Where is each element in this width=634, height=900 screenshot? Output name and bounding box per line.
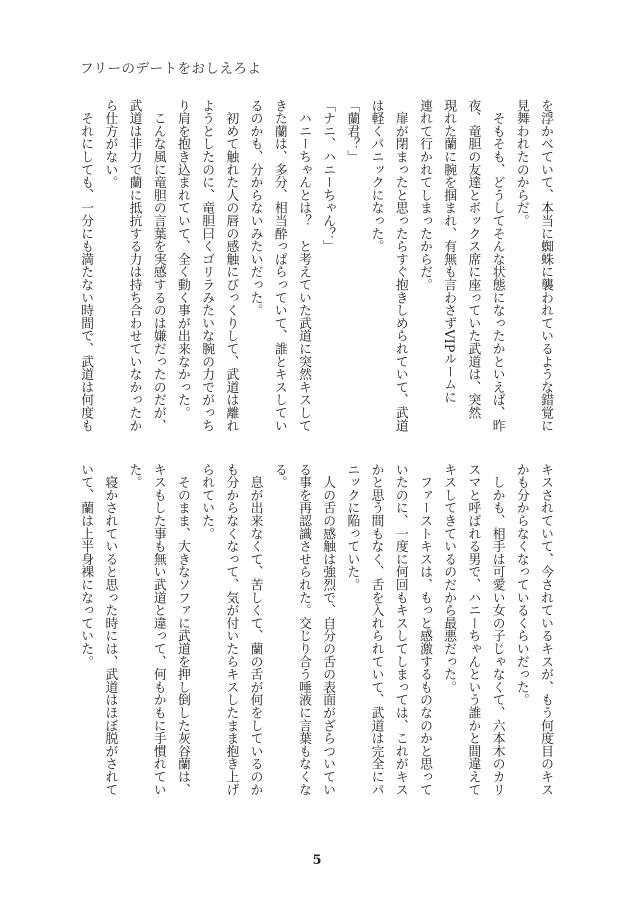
text-line: いたのに、一度に何回もキスしてしまっては、これがキス [392,463,408,796]
text-line: 寝かされていると思った時には、武道はほぼ脱がされて [102,463,118,796]
text-line: ニックに陥っていた。 [344,463,360,591]
text-line: そのまま、大きなソファに武道を押し倒した灰谷蘭は、 [174,463,190,796]
lower-text-block [73,463,557,799]
text-line: 「ナニ、ハニーちゃん？」 [320,99,336,253]
text-line: キスもした事も無い武道と違って、何もかもに手慣れてい [150,463,166,796]
text-line: 見舞われたのからだ。 [513,99,529,227]
upper-text-block [73,99,557,435]
text-line: ようとしたのに、竜胆曰くゴリラみたいな腕の力でがっち [199,99,215,432]
text-line: るのかも、分からないみたいだった。 [247,99,263,317]
text-line: 現れた蘭に腕を掴まれ、有無も言わさずVIPルームに [441,99,457,404]
text-line: しかも、相手は可愛い女の子じゃなくて、六本木のカリ [489,463,505,796]
text-line: 人の舌の感触は強烈で、自分の舌の表面がざらついてい [320,463,336,796]
text-line: そもそも、どうしてそんな状態になったかといえば、昨 [489,99,505,432]
text-line: かと思う間もなく、舌を入れられていて、武道は完全にパ [368,463,384,796]
text-line: ら仕方がない。 [102,99,118,189]
text-line: きた蘭は、多分、相当酔っぱらっていて、誰とキスしてい [271,99,287,432]
text-line: こんな風に竜胆の言葉を実感するのは嫌だったのだが、 [150,99,166,432]
text-line: り肩を抱き込まれていて、全く動く事が出来なかった。 [174,99,190,419]
text-line: は軽くパニックになった。 [368,99,384,253]
text-line: 夜、竜胆の友達とボックス席に座っていた武道は、突然 [465,99,481,419]
text-line: スマと呼ばれる男で、ハニーちゃんという誰かと間違えて [465,463,481,796]
text-line: ハニーちゃんとは？ と考えていた武道に突然キスして [295,99,311,432]
text-line: た。 [126,463,142,489]
text-line: キスされていて、今されているキスが、もう何度目のキス [538,463,553,796]
text-line: キスしてきているのだから最悪だった。 [441,463,457,694]
text-line: られていた。 [199,463,215,540]
text-line: ファーストキスは、もっと感激するものなのかと思って [416,463,432,796]
text-line: いて、蘭は上半身裸になっていた。 [78,463,94,668]
text-line: 連れて行かれてしまったからだ。 [416,99,432,291]
running-header-title: フリーのデートをおしえろよ [80,61,262,77]
text-line: 息が出来なくて、苦しくて、蘭の舌が何をしているのか [247,463,263,796]
text-line: 「蘭君？」 [344,99,360,163]
text-line: る事を再認識させられた。交じり合う唾液に言葉もなくな [295,463,311,796]
text-line: 扉が閉まったと思ったらすぐ抱きしめられていて、武道 [392,99,408,432]
text-line: る。 [271,463,287,489]
page-number: 5 [312,853,322,868]
text-line: も分からなくなって、気が付いたらキスしたまま抱き上げ [223,463,239,796]
text-line: それにしても、一分にも満たない時間で、武道は何度も [78,99,94,432]
text-line: を浮かべていて、本当に蜘蛛に襲われているような錯覚に [538,99,553,432]
text-line: かも分からなくなっているくらいだった。 [513,463,529,707]
text-line: 武道は非力で蘭に抵抗する力は持ち合わせていなかったか [126,99,142,432]
text-line: 初めて触れた人の唇の感触にびっくりして、武道は離れ [223,99,239,432]
